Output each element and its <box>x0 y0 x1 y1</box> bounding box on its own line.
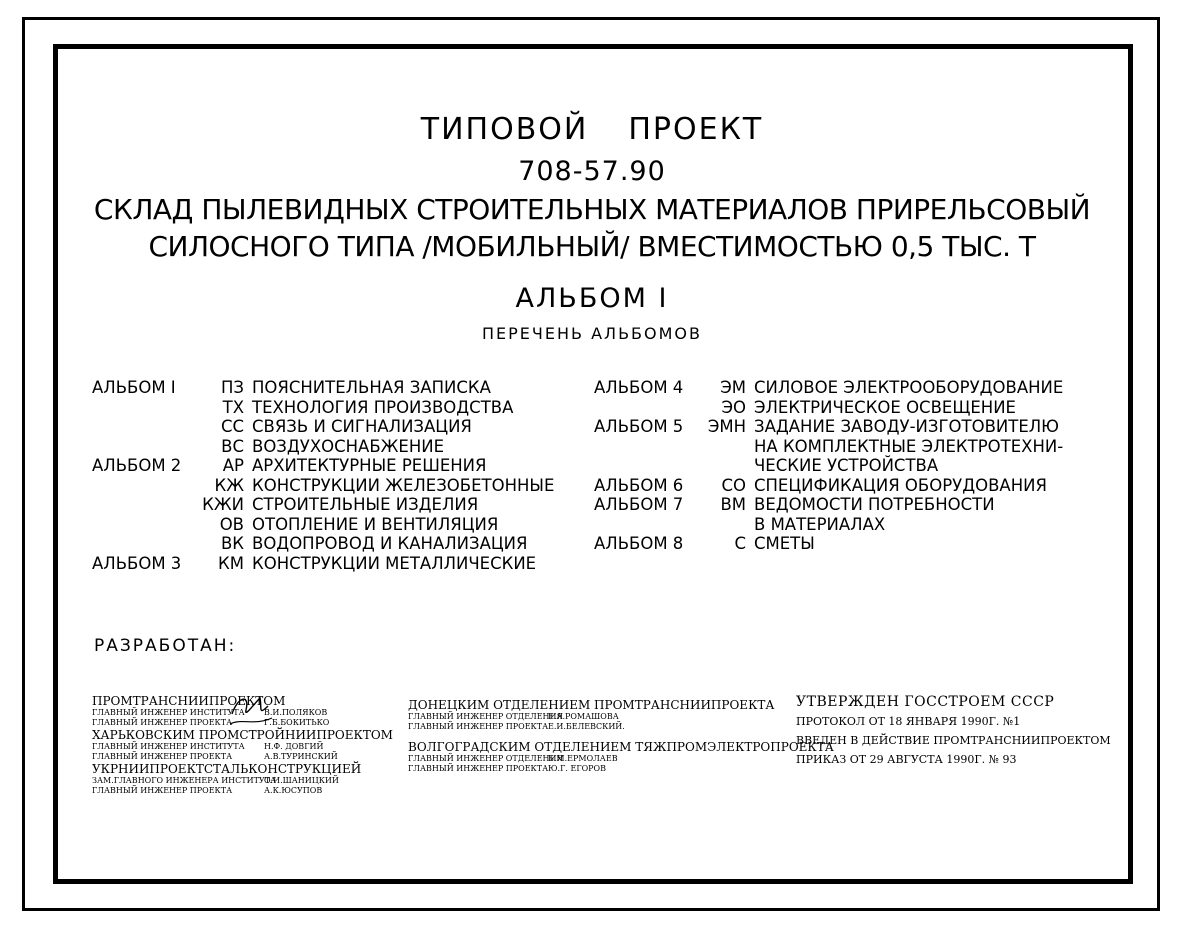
album-row <box>594 515 1063 535</box>
project-number: 708-57.90 <box>518 156 666 187</box>
approval-title: УТВЕРЖДЕН ГОССТРОЕМ СССР <box>796 694 1055 710</box>
album-list-title: ПЕРЕЧЕНЬ АЛЬБОМОВ <box>482 324 702 343</box>
staff-name: Н.Ф. ДОВГИЙ <box>264 742 324 751</box>
staff-line <box>408 722 834 732</box>
project-name-line-2: СИЛОСНОГО ТИПА /МОБИЛЬНЫЙ/ ВМЕСТИМОСТЬЮ 0,5 ТЫС. Т <box>148 230 1036 263</box>
album-number <box>92 398 202 418</box>
album-number <box>594 456 702 476</box>
section-code: ВК <box>220 534 244 553</box>
project-name-line-1: СКЛАД ПЫЛЕВИДНЫХ СТРОИТЕЛЬНЫХ МАТЕРИАЛОВ ПРИРЕЛЬСОВЫЙ <box>93 193 1091 226</box>
album-number <box>92 476 202 496</box>
developers-block-2 <box>408 698 834 774</box>
staff-line <box>92 786 393 796</box>
section-description: ЭЛЕКТРИЧЕСКОЕ ОСВЕЩЕНИЕ <box>754 397 1016 417</box>
album-number: АЛЬБОМ 7 <box>594 495 684 514</box>
album-row <box>92 417 554 437</box>
document-title <box>0 112 1184 147</box>
album-row <box>92 456 554 476</box>
album-number <box>92 495 202 515</box>
staff-line <box>408 764 834 774</box>
section-code: КЖИ <box>202 495 244 514</box>
album-row <box>594 437 1063 457</box>
album-row <box>92 437 554 457</box>
staff-role: ГЛАВНЫЙ ИНЖЕНЕР ИНСТИТУТА <box>92 708 245 717</box>
section-code: ЭМ <box>720 378 746 397</box>
section-description: ВЕДОМОСТИ ПОТРЕБНОСТИ <box>754 495 995 514</box>
staff-line <box>92 742 393 752</box>
section-description: НА КОМПЛЕКТНЫЕ ЭЛЕКТРОТЕХНИ- <box>754 436 1064 456</box>
section-description: КОНСТРУКЦИИ МЕТАЛЛИЧЕСКИЕ <box>252 553 537 573</box>
section-description: ОТОПЛЕНИЕ И ВЕНТИЛЯЦИЯ <box>252 514 499 534</box>
staff-line <box>408 712 834 722</box>
section-description: ТЕХНОЛОГИЯ ПРОИЗВОДСТВА <box>252 397 514 417</box>
section-description: АРХИТЕКТУРНЫЕ РЕШЕНИЯ <box>252 456 487 475</box>
section-description: ЧЕСКИЕ УСТРОЙСТВА <box>754 456 939 475</box>
section-description: ВОЗДУХОСНАБЖЕНИЕ <box>252 436 445 456</box>
staff-role: ГЛАВНЫЙ ИНЖЕНЕР ИНСТИТУТА <box>92 742 245 751</box>
staff-role: ГЛАВНЫЙ ИНЖЕНЕР ОТДЕЛЕНИЯ <box>408 712 563 721</box>
approval-introduced: ВВЕДЕН В ДЕЙСТВИЕ ПРОМТРАНСНИИПРОЕКТОМ <box>796 734 1111 747</box>
section-code: АР <box>222 456 244 475</box>
staff-role: ГЛАВНЫЙ ИНЖЕНЕР ПРОЕКТА <box>92 786 233 795</box>
staff-line <box>92 776 393 786</box>
section-description: СМЕТЫ <box>754 534 815 553</box>
staff-line <box>92 752 393 762</box>
staff-role: ГЛАВНЫЙ ИНЖЕНЕР ПРОЕКТА <box>92 718 233 727</box>
developer-org: ХАРЬКОВСКИМ ПРОМСТРОЙНИИПРОЕКТОМ <box>92 728 393 742</box>
album-row <box>594 378 1063 398</box>
staff-name: А.В.ТУРИНСКИЙ <box>264 752 338 761</box>
album-row <box>92 495 554 515</box>
section-description: ВОДОПРОВОД И КАНАЛИЗАЦИЯ <box>252 534 528 553</box>
album-row <box>594 456 1063 476</box>
staff-name: В.И.ПОЛЯКОВ <box>264 708 328 717</box>
section-code: ПЗ <box>221 378 244 397</box>
staff-role: ЗАМ.ГЛАВНОГО ИНЖЕНЕРА ИНСТИТУТА <box>92 776 277 785</box>
album-list-left <box>92 378 554 573</box>
album-number <box>594 515 702 535</box>
section-code: СО <box>721 475 746 495</box>
staff-name: Г.Б.БОКИТЬКО <box>264 718 330 727</box>
staff-name: А.К.ЮСУПОВ <box>264 786 323 795</box>
section-description: В МАТЕРИАЛАХ <box>754 514 886 534</box>
album-row <box>92 534 554 554</box>
section-code: ЭО <box>721 397 746 417</box>
album-row <box>92 398 554 418</box>
album-number: АЛЬБОМ I <box>92 378 176 397</box>
section-description: СТРОИТЕЛЬНЫЕ ИЗДЕЛИЯ <box>252 495 479 514</box>
staff-name: Б.М.ЕРМОЛАЕВ <box>548 754 618 763</box>
album-list-right <box>594 378 1063 554</box>
approval-protocol: ПРОТОКОЛ ОТ 18 ЯНВАРЯ 1990Г. №1 <box>796 715 1021 728</box>
section-code: КМ <box>218 553 244 573</box>
section-description: КОНСТРУКЦИИ ЖЕЛЕЗОБЕТОННЫЕ <box>252 475 555 495</box>
album-row <box>594 495 1063 515</box>
section-code <box>702 437 746 457</box>
album-number <box>92 534 202 554</box>
staff-name: Ю.Г. ЕГОРОВ <box>548 764 606 773</box>
album-number: АЛЬБОМ 8 <box>594 534 684 553</box>
album-row <box>594 476 1063 496</box>
staff-group <box>408 712 834 732</box>
album-row <box>92 515 554 535</box>
album-number: АЛЬБОМ 2 <box>92 456 182 475</box>
album-heading: АЛЬБОМ I <box>515 283 669 314</box>
section-code: ОВ <box>219 514 244 534</box>
approval-order: ПРИКАЗ ОТ 29 АВГУСТА 1990Г. № 93 <box>796 753 1017 766</box>
staff-group <box>92 742 393 762</box>
section-code: КЖ <box>214 475 244 495</box>
section-description: СИЛОВОЕ ЭЛЕКТРООБОРУДОВАНИЕ <box>754 378 1064 397</box>
album-row <box>92 378 554 398</box>
developer-org: ПРОМТРАНСНИИПРОЕКТОМ <box>92 694 286 708</box>
staff-role: ГЛАВНЫЙ ИНЖЕНЕР ПРОЕКТА <box>92 752 233 761</box>
developer-org: ДОНЕЦКИМ ОТДЕЛЕНИЕМ ПРОМТРАНСНИИПРОЕКТА <box>408 698 775 712</box>
section-code <box>702 515 746 535</box>
approval-block <box>796 692 1111 769</box>
album-row <box>594 398 1063 418</box>
staff-name: Е.А.РОМАШОВА <box>548 712 619 721</box>
developer-org: УКРНИИПРОЕКТСТАЛЬКОНСТРУКЦИЕЙ <box>92 762 362 776</box>
section-description: ЗАДАНИЕ ЗАВОДУ-ИЗГОТОВИТЕЛЮ <box>754 417 1059 436</box>
album-number <box>594 437 702 457</box>
section-code: ЭМН <box>707 417 746 436</box>
section-description: СВЯЗЬ И СИГНАЛИЗАЦИЯ <box>252 417 472 436</box>
album-number <box>92 515 202 535</box>
staff-group <box>408 754 834 774</box>
staff-line <box>408 754 834 764</box>
title-word-1: ТИПОВОЙ <box>420 112 589 147</box>
section-code: ВМ <box>720 495 746 514</box>
handwritten-signature-icon <box>228 690 274 730</box>
section-code: С <box>734 534 746 553</box>
section-code: ТХ <box>222 397 244 417</box>
section-code <box>702 456 746 476</box>
album-row <box>594 534 1063 554</box>
staff-name: О.И.ШАНИЦКИЙ <box>264 776 339 785</box>
staff-role: ГЛАВНЫЙ ИНЖЕНЕР ПРОЕКТА <box>408 722 549 731</box>
section-description: СПЕЦИФИКАЦИЯ ОБОРУДОВАНИЯ <box>754 475 1047 495</box>
section-code: ВС <box>221 436 244 456</box>
section-description: ПОЯСНИТЕЛЬНАЯ ЗАПИСКА <box>252 378 491 397</box>
staff-role: ГЛАВНЫЙ ИНЖЕНЕР ОТДЕЛЕНИЯ <box>408 754 563 763</box>
album-number <box>594 398 702 418</box>
album-number <box>92 437 202 457</box>
album-row <box>92 476 554 496</box>
album-row <box>594 417 1063 437</box>
title-word-2: ПРОЕКТ <box>628 112 764 147</box>
album-number <box>92 417 202 437</box>
album-row <box>92 554 554 574</box>
section-code: СС <box>220 417 244 436</box>
developed-label: РАЗРАБОТАН: <box>94 636 237 656</box>
album-number: АЛЬБОМ 6 <box>594 475 684 495</box>
developer-org: ВОЛГОГРАДСКИМ ОТДЕЛЕНИЕМ ТЯЖПРОМЭЛЕКТРОПРОЕКТА <box>408 740 834 754</box>
staff-name: Е.И.БЕЛЕВСКИЙ. <box>548 722 625 731</box>
album-number: АЛЬБОМ 5 <box>594 417 684 436</box>
staff-role: ГЛАВНЫЙ ИНЖЕНЕР ПРОЕКТА <box>408 764 549 773</box>
album-number: АЛЬБОМ 4 <box>594 378 684 397</box>
album-number: АЛЬБОМ 3 <box>92 553 182 573</box>
staff-group <box>92 776 393 796</box>
